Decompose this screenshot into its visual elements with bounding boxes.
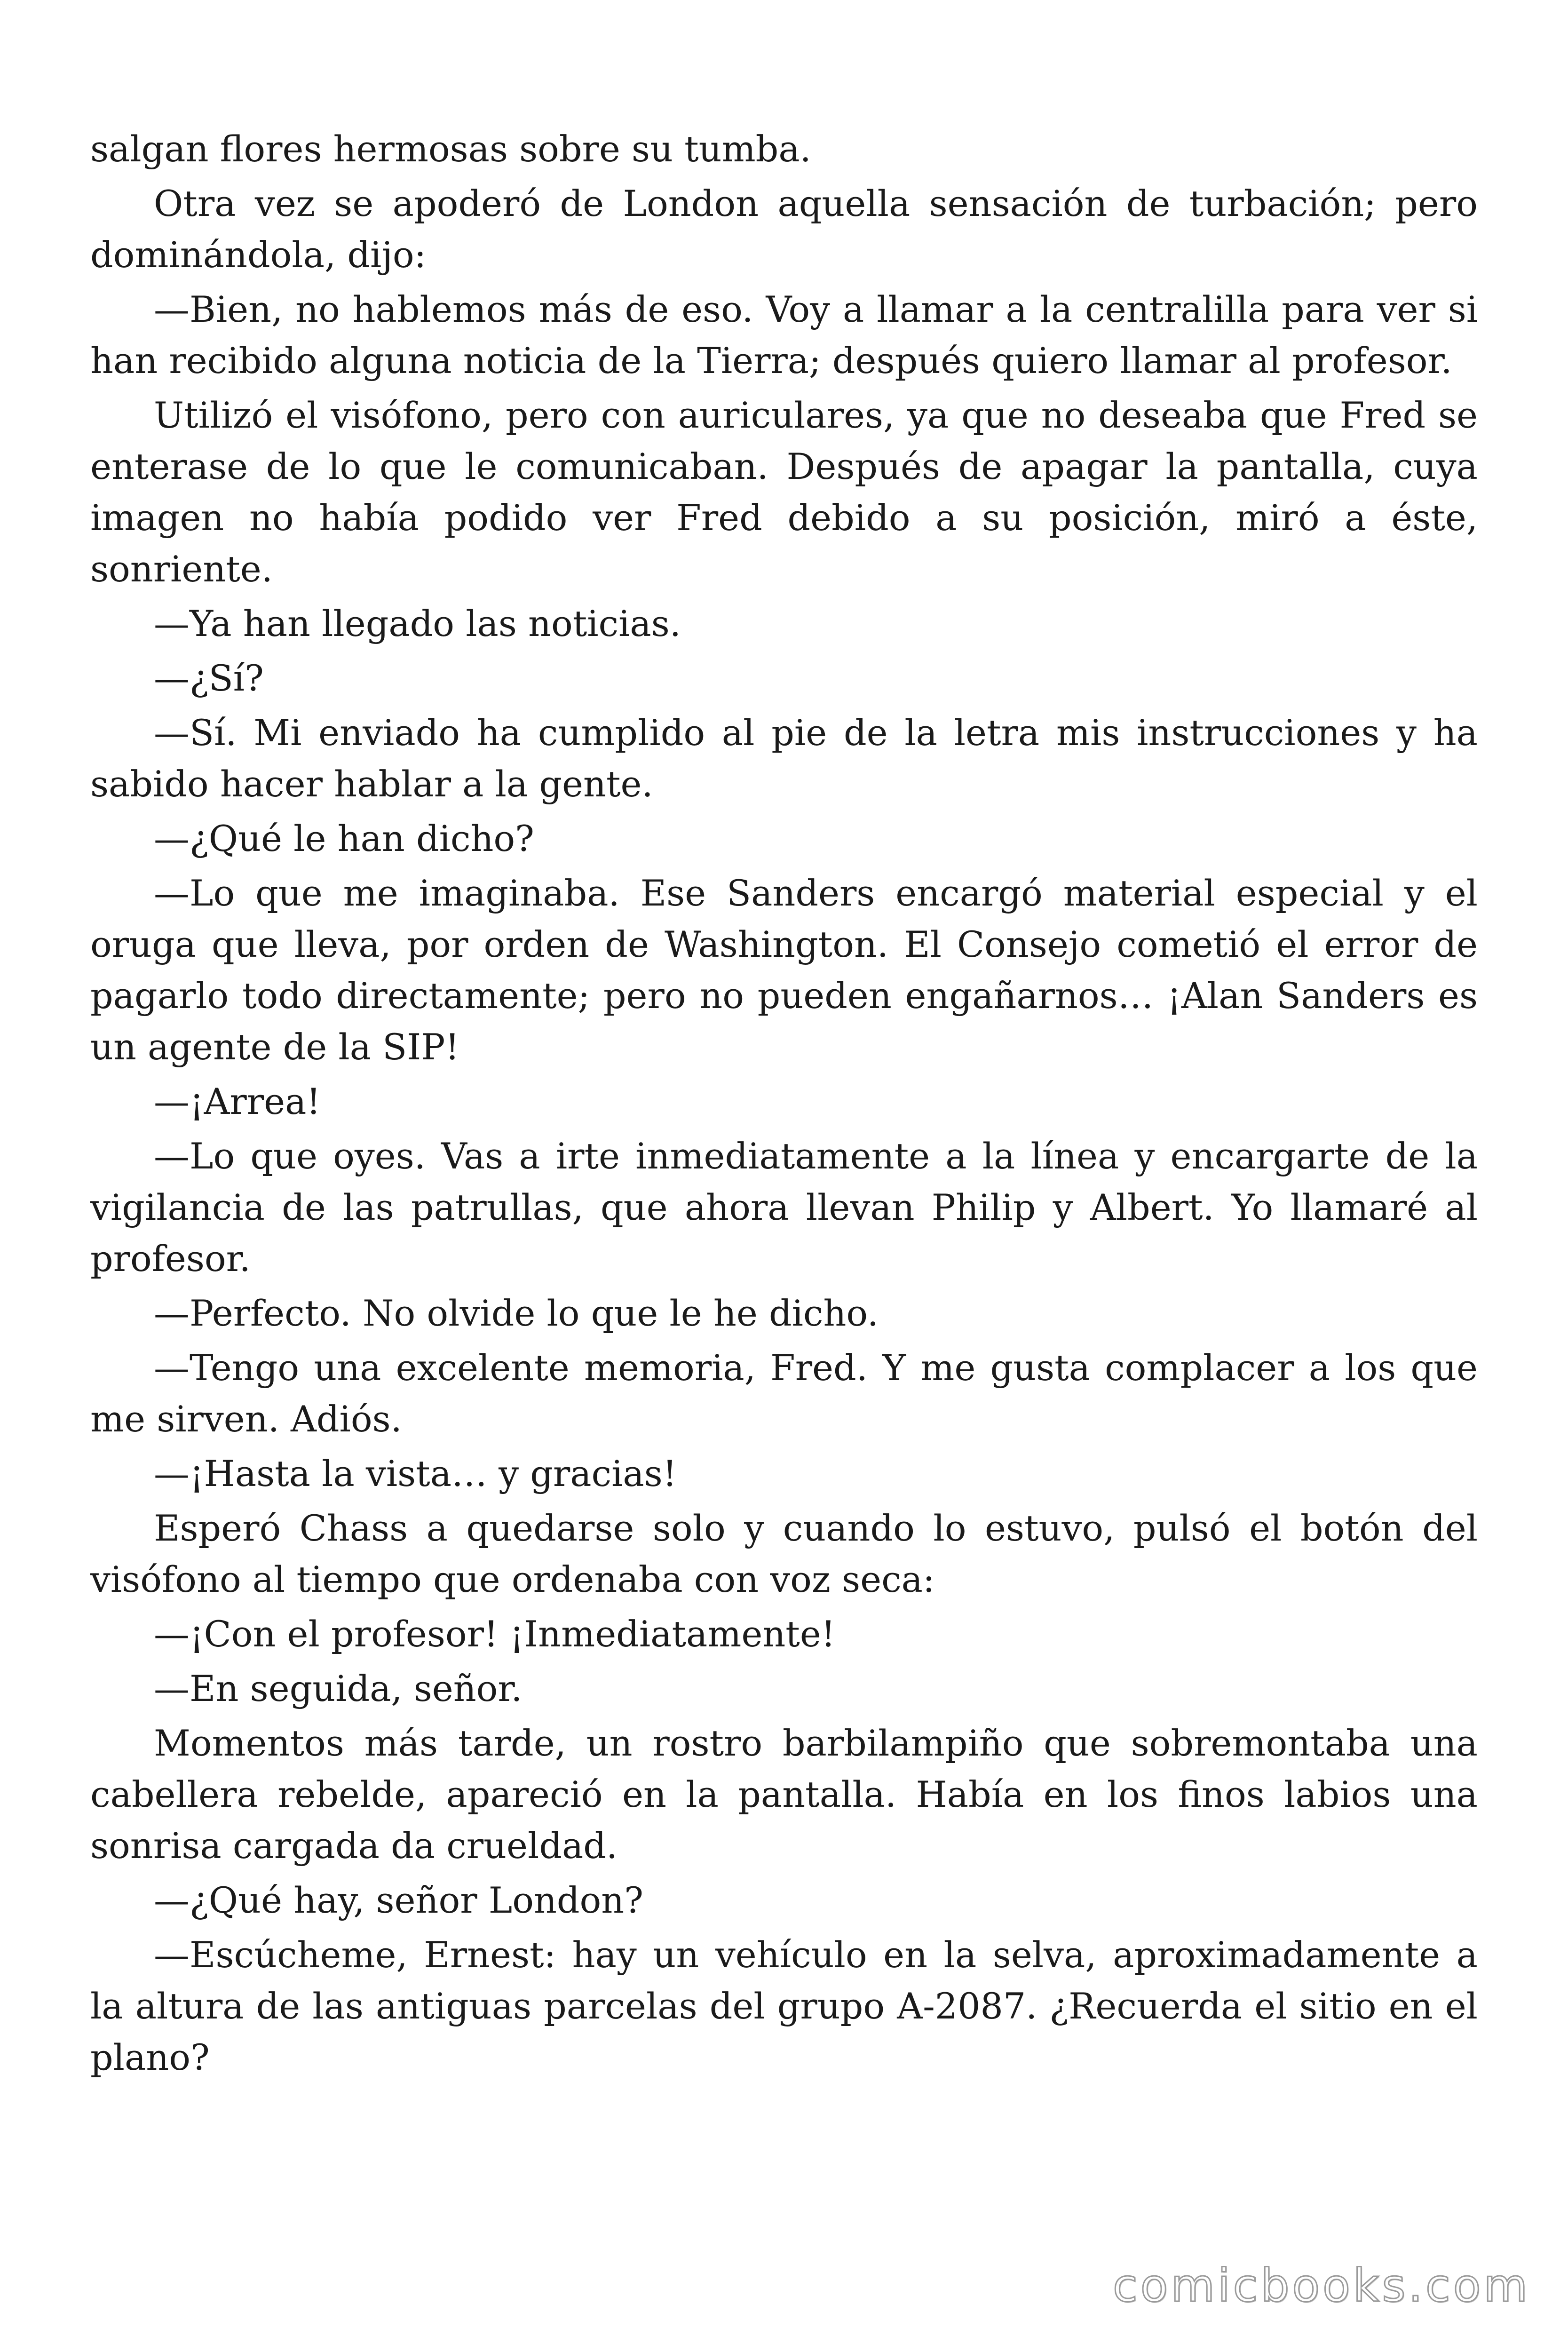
paragraph: —Perfecto. No olvide lo que le he dicho. — [154, 1292, 879, 1334]
paragraph: —¿Qué hay, señor London? — [154, 1879, 643, 1921]
paragraph: Momentos más tarde, un rostro barbilampiño que sobremontaba una cabellera rebelde, apareció en la pantalla. Había en los finos labios una sonrisa cargada da crueldad. — [90, 1722, 1478, 1867]
paragraph: salgan flores hermosas sobre su tumba. — [90, 128, 811, 170]
paragraph: —¿Qué le han dicho? — [154, 818, 534, 859]
paragraph: —¡Hasta la vista… y gracias! — [154, 1453, 677, 1494]
paragraph: —¡Arrea! — [154, 1081, 321, 1122]
paragraph: —Lo que oyes. Vas a irte inmediatamente a la línea y encargarte de la vigilancia de las patrullas, que ahora llevan Philip y Albert. Yo llamaré al profesor. — [90, 1135, 1478, 1279]
paragraph: —Ya han llegado las noticias. — [154, 603, 681, 644]
paragraph: —¡Con el profesor! ¡Inmediatamente! — [154, 1613, 836, 1655]
paragraph: —¿Sí? — [154, 657, 264, 699]
watermark: comicbooks.com — [1112, 2259, 1530, 2312]
paragraph: —Escúcheme, Ernest: hay un vehículo en la selva, aproximadamente a la altura de las antiguas parcelas del grupo A-2087. ¿Recuerda el sitio en el plano? — [90, 1934, 1478, 2078]
page-text — [90, 123, 1478, 2086]
paragraph: —Sí. Mi enviado ha cumplido al pie de la letra mis instrucciones y ha sabido hacer hablar a la gente. — [90, 712, 1478, 805]
paragraph: —Lo que me imaginaba. Ese Sanders encargó material especial y el oruga que lleva, por orden de Washington. El Consejo cometió el error de pagarlo todo directamente; pero no pueden engañarnos… ¡Alan Sanders es un agente de la SIP! — [90, 872, 1478, 1068]
paragraph: Utilizó el visófono, pero con auriculares, ya que no deseaba que Fred se enterase de lo que le comunicaban. Después de apagar la pantalla, cuya imagen no había podido ver Fred debido a su posición, miró a éste, sonriente. — [90, 394, 1478, 590]
paragraph: —Tengo una excelente memoria, Fred. Y me gusta complacer a los que me sirven. Adiós. — [90, 1347, 1478, 1440]
paragraph: —En seguida, señor. — [154, 1668, 523, 1709]
paragraph: Otra vez se apoderó de London aquella sensación de turbación; pero dominándola, dijo: — [90, 183, 1478, 276]
paragraph: —Bien, no hablemos más de eso. Voy a llamar a la centralilla para ver si han recibido alguna noticia de la Tierra; después quiero llamar al profesor. — [90, 288, 1478, 381]
paragraph: Esperó Chass a quedarse solo y cuando lo estuvo, pulsó el botón del visófono al tiempo que ordenaba con voz seca: — [90, 1507, 1478, 1600]
